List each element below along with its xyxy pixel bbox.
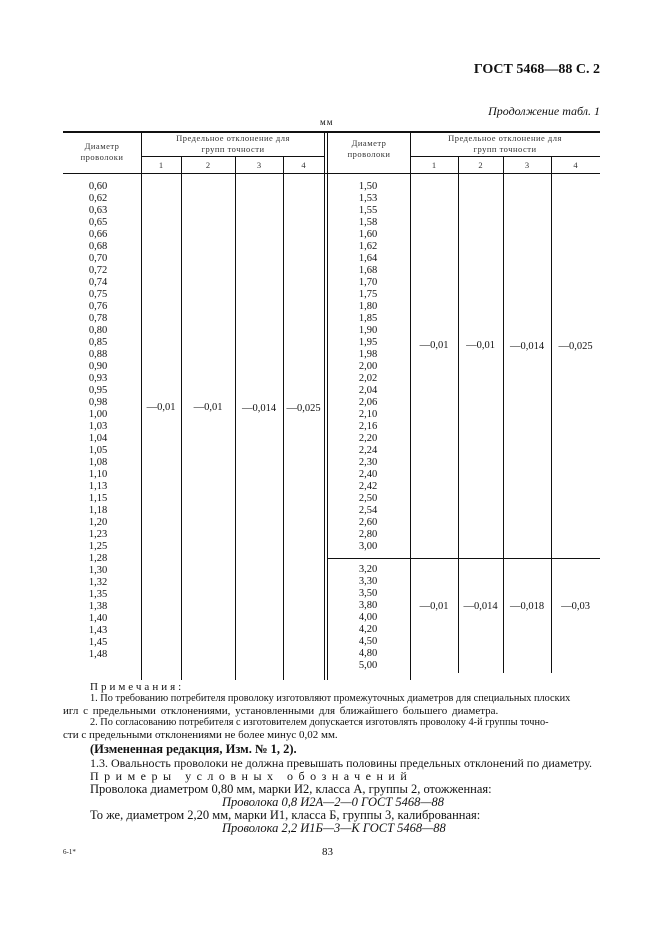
diameter-list-left: [63, 181, 133, 661]
diameter-value: 2,20: [358, 433, 378, 444]
page-number: 83: [322, 846, 333, 858]
diameter-value: 4,80: [358, 648, 378, 659]
diameter-value: 0,65: [88, 217, 108, 228]
unit-label: мм: [320, 117, 334, 127]
diameter-value: 0,88: [88, 349, 108, 360]
diameter-value: 2,10: [358, 409, 378, 420]
diameter-value: 3,20: [358, 564, 378, 575]
diameter-value: 4,00: [358, 612, 378, 623]
diameter-value: 2,06: [358, 397, 378, 408]
diameter-value: 0,68: [88, 241, 108, 252]
group-number: 4: [301, 160, 306, 170]
diameter-value: 0,60: [88, 181, 108, 192]
col-line: [283, 156, 284, 680]
diameter-value: 2,60: [358, 517, 378, 528]
header-diameter-left: Диаметр проволоки: [80, 141, 124, 162]
diameter-value: 0,66: [88, 229, 108, 240]
diameter-value: 0,74: [88, 277, 108, 288]
diameter-value: 1,10: [88, 469, 108, 480]
diameter-value: 0,63: [88, 205, 108, 216]
diameter-value: 1,48: [88, 649, 108, 660]
diameter-value: 1,60: [358, 229, 378, 240]
diameter-value: 1,13: [88, 481, 108, 492]
group-number: 3: [524, 160, 530, 170]
diameter-value: 1,40: [88, 613, 108, 624]
diameter-value: 1,15: [88, 493, 108, 504]
diameter-list-right-a: [328, 181, 408, 553]
header-diameter-right: Диаметр проволоки: [347, 138, 391, 159]
diameter-value: 1,90: [358, 325, 378, 336]
paragraph-1-3: 1.3. Овальность проволоки не должна превышать половины предельных отклонений по диаметру.: [90, 756, 593, 770]
group-number: 2: [205, 160, 211, 170]
document-reference: ГОСТ 5468—88 С. 2: [473, 62, 600, 77]
diameter-value: 1,50: [358, 181, 378, 192]
diameter-value: 0,72: [88, 265, 108, 276]
diameter-value: 1,55: [358, 205, 378, 216]
diameter-value: 2,54: [358, 505, 378, 516]
diameter-value: 1,05: [88, 445, 108, 456]
deviation-value: —0,018: [509, 601, 545, 612]
diameter-value: 0,76: [88, 301, 108, 312]
group-number: 1: [158, 160, 164, 170]
diameter-value: 2,16: [358, 421, 378, 432]
deviation-value: —0,03: [561, 601, 590, 612]
diameter-value: 0,75: [88, 289, 108, 300]
diameter-value: 2,04: [358, 385, 378, 396]
note-2-line-1: 2. По согласованию потребителя с изготовителем допускается изготовлять проволоку 4-й группы точно-: [90, 717, 549, 728]
group-number: 2: [478, 160, 483, 170]
diameter-value: 2,40: [358, 469, 378, 480]
diameter-value: 1,20: [88, 517, 108, 528]
diameter-value: 1,03: [88, 421, 108, 432]
diameter-value: 3,00: [358, 541, 378, 552]
table-continuation-label: Продолжение табл. 1: [488, 104, 600, 118]
diameter-value: 3,50: [358, 588, 378, 599]
col-line: [551, 156, 552, 673]
example-2-code: Проволока 2,2 И1Б—3—К ГОСТ 5468—88: [222, 821, 446, 835]
diameter-value: 1,58: [358, 217, 378, 228]
examples-title: Примеры условных обозначений: [90, 769, 413, 783]
diameter-value: 2,24: [358, 445, 378, 456]
diameter-value: 5,00: [358, 660, 378, 671]
col-line: [410, 131, 411, 680]
diameter-value: 1,68: [358, 265, 378, 276]
col-line: [324, 131, 325, 680]
col-line: [503, 156, 504, 673]
diameter-value: 2,80: [358, 529, 378, 540]
deviation-value: —0,01: [419, 601, 449, 612]
deviation-value: —0,014: [509, 341, 545, 352]
diameter-value: 1,62: [358, 241, 378, 252]
diameter-value: 1,18: [88, 505, 108, 516]
group-number: 3: [256, 160, 262, 170]
right-group-divider: [328, 558, 600, 559]
diameter-value: 1,00: [88, 409, 108, 420]
diameter-value: 1,98: [358, 349, 378, 360]
diameter-value: 1,30: [88, 565, 108, 576]
sheet-mark: 6-1*: [63, 848, 76, 856]
diameter-value: 3,30: [358, 576, 378, 587]
note-1-line-1: 1. По требованию потребителя проволоку изготовляют промежуточных диаметров для специальных плоских: [90, 693, 571, 704]
diameter-value: 1,75: [358, 289, 378, 300]
diameter-value: 1,95: [358, 337, 378, 348]
note-2-line-2: сти с предельными отклонениями не более минус 0,02 мм.: [63, 729, 338, 741]
example-1-text: Проволока диаметром 0,80 мм, марки И2, класса А, группы 2, отожженная:: [90, 782, 492, 796]
deviation-value: —0,01: [466, 340, 495, 351]
diameter-value: 0,93: [88, 373, 108, 384]
deviation-value: —0,025: [286, 403, 321, 414]
diameter-value: 1,28: [88, 553, 108, 564]
diameter-value: 1,25: [88, 541, 108, 552]
col-line: [458, 156, 459, 673]
diameter-value: 2,42: [358, 481, 378, 492]
diameter-value: 2,50: [358, 493, 378, 504]
diameter-value: 2,02: [358, 373, 378, 384]
diameter-value: 0,78: [88, 313, 108, 324]
header-divider-right: [410, 156, 600, 157]
diameter-value: 1,70: [358, 277, 378, 288]
diameter-value: 1,85: [358, 313, 378, 324]
note-1-line-2: игл с предельными отклонениями, установленными для ближайшего большего диаметра.: [63, 705, 499, 717]
group-number: 1: [431, 160, 437, 170]
diameter-list-right-b: [328, 564, 408, 672]
col-line: [181, 156, 182, 680]
header-bottom-rule: [63, 173, 600, 174]
diameter-value: 1,53: [358, 193, 378, 204]
notes-title: Примечания:: [90, 681, 185, 693]
diameter-value: 0,98: [88, 397, 108, 408]
diameter-value: 1,43: [88, 625, 108, 636]
diameter-value: 0,80: [88, 325, 108, 336]
diameter-value: 0,62: [88, 193, 108, 204]
deviation-value: —0,014: [241, 403, 277, 414]
revision-note: (Измененная редакция, Изм. № 1, 2).: [90, 742, 297, 756]
diameter-value: 0,95: [88, 385, 108, 396]
header-deviation-left: Предельное отклонение для групп точности: [176, 133, 290, 154]
diameter-value: 0,90: [88, 361, 108, 372]
diameter-value: 1,35: [88, 589, 108, 600]
diameter-value: 1,45: [88, 637, 108, 648]
diameter-value: 1,32: [88, 577, 108, 588]
header-divider-left: [141, 156, 325, 157]
deviation-value: —0,01: [146, 402, 176, 413]
diameter-value: 1,04: [88, 433, 108, 444]
diameter-value: 4,20: [358, 624, 378, 635]
example-1-code: Проволока 0,8 И2А—2—0 ГОСТ 5468—88: [222, 795, 445, 809]
diameter-value: 1,80: [358, 301, 378, 312]
header-deviation-right: Предельное отклонение для групп точности: [448, 133, 562, 154]
diameter-value: 1,23: [88, 529, 108, 540]
diameter-value: 1,64: [358, 253, 378, 264]
group-number: 4: [573, 160, 578, 170]
col-line: [235, 156, 236, 680]
deviation-value: —0,01: [193, 402, 223, 413]
diameter-value: 0,70: [88, 253, 108, 264]
diameter-value: 3,80: [358, 600, 378, 611]
diameter-value: 4,50: [358, 636, 378, 647]
diameter-value: 2,30: [358, 457, 378, 468]
diameter-value: 2,00: [358, 361, 378, 372]
diameter-value: 1,38: [88, 601, 108, 612]
diameter-value: 0,85: [88, 337, 108, 348]
deviation-value: —0,01: [419, 340, 449, 351]
deviation-value: —0,025: [558, 341, 593, 352]
example-2-text: То же, диаметром 2,20 мм, марки И1, класса Б, группы 3, калиброванная:: [90, 808, 481, 822]
deviation-value: —0,014: [463, 601, 498, 612]
diameter-value: 1,08: [88, 457, 108, 468]
